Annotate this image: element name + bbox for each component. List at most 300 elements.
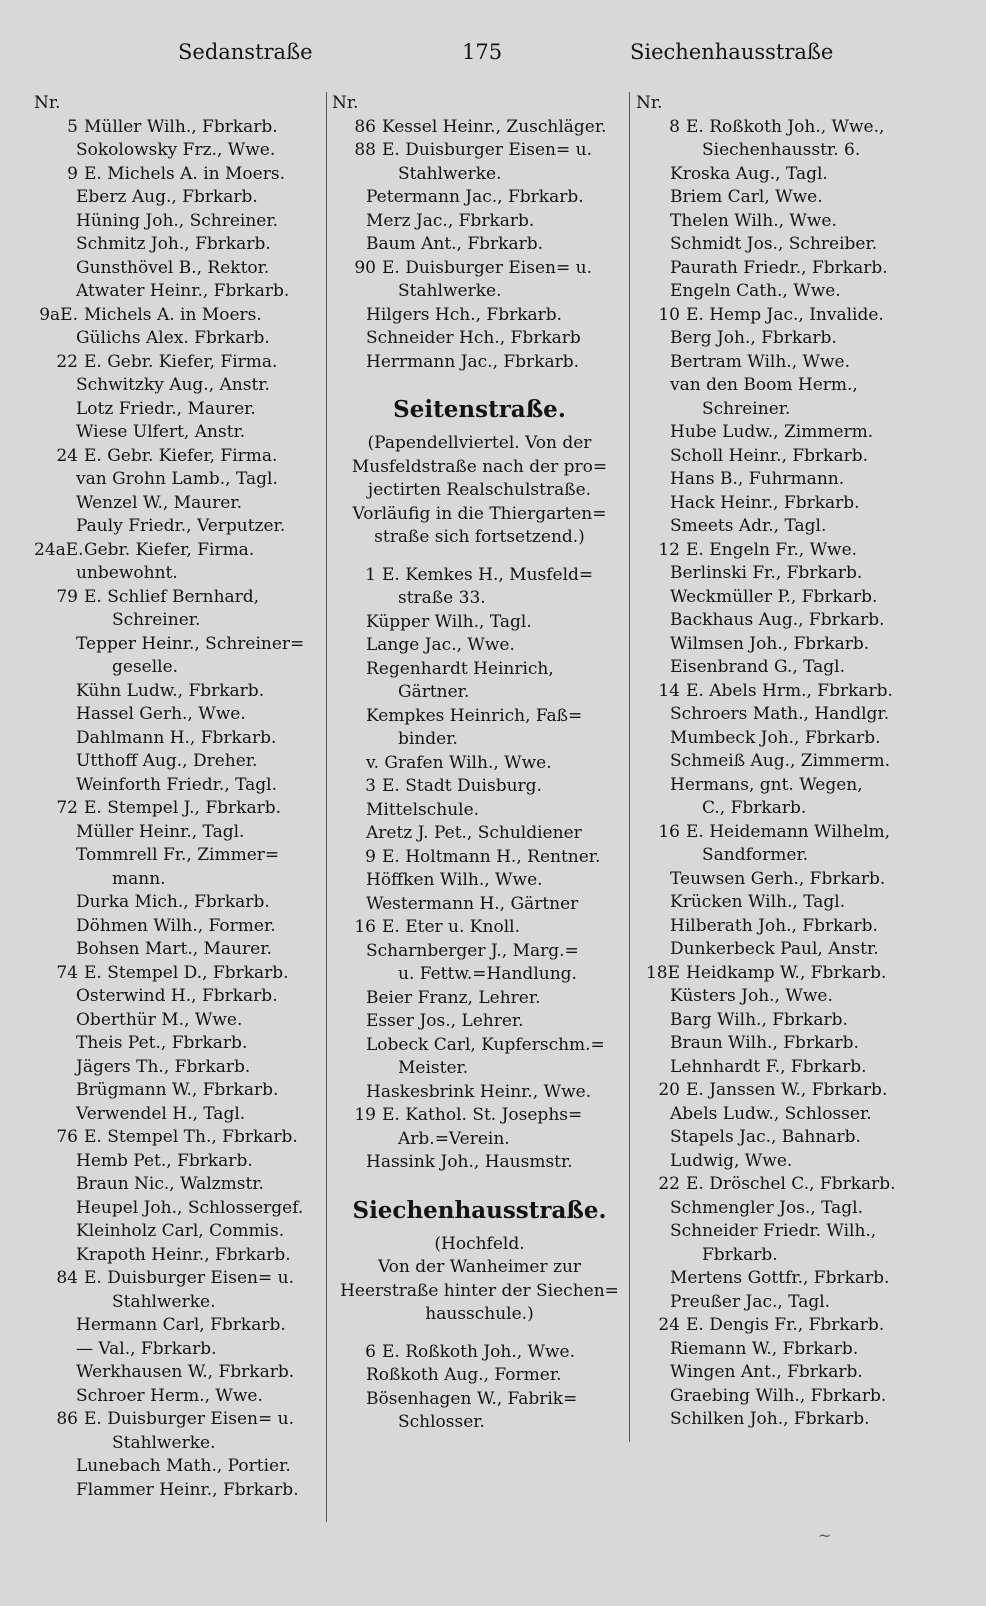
resident-entry: Hack Heinr., Fbrkarb. xyxy=(670,492,860,513)
column-3-entries xyxy=(636,116,936,1432)
list-item xyxy=(34,163,324,187)
list-item xyxy=(332,893,627,917)
list-item xyxy=(34,1079,324,1103)
list-item xyxy=(636,656,936,680)
resident-entry: Braun Wilh., Fbrkarb. xyxy=(670,1033,859,1053)
resident-entry: E. Holtmann H., Rentner. xyxy=(382,846,601,867)
list-item xyxy=(636,586,936,610)
list-item xyxy=(34,139,324,163)
nr-heading: Nr. xyxy=(332,93,359,113)
list-item xyxy=(636,797,936,821)
resident-entry: Schneider Hch., Fbrkarb xyxy=(366,328,581,348)
list-item xyxy=(636,1408,936,1432)
resident-entry: E. Michels A. in Moers. xyxy=(84,163,285,184)
list-item xyxy=(332,257,627,281)
list-item xyxy=(34,821,324,845)
list-item xyxy=(636,233,936,257)
list-item xyxy=(332,634,627,658)
list-item xyxy=(332,1151,627,1175)
resident-entry: Atwater Heinr., Fbrkarb. xyxy=(76,281,290,301)
resident-entry: Bertram Wilh., Wwe. xyxy=(670,351,850,372)
resident-entry: Westermann H., Gärtner xyxy=(366,893,579,914)
resident-entry: Paurath Friedr., Fbrkarb. xyxy=(670,257,888,278)
resident-entry: Müller Wilh., Fbrkarb. xyxy=(84,116,278,137)
resident-entry: Küsters Joh., Wwe. xyxy=(670,986,833,1006)
list-item xyxy=(34,774,324,798)
house-number: 79 xyxy=(56,586,78,607)
list-item xyxy=(34,1408,324,1432)
resident-entry: Flammer Heinr., Fbrkarb. xyxy=(76,1479,299,1500)
house-number: 24 xyxy=(658,1315,680,1335)
resident-entry: E. Kathol. St. Josephs= xyxy=(382,1105,583,1125)
list-item xyxy=(34,421,324,445)
list-item xyxy=(636,821,936,845)
resident-entry: Riemann W., Fbrkarb. xyxy=(670,1338,859,1359)
section-description xyxy=(332,1233,627,1327)
resident-entry: Ludwig, Wwe. xyxy=(670,1150,793,1171)
resident-entry: Kempkes Heinrich, Faß= xyxy=(366,705,583,726)
column-1 xyxy=(34,92,324,1502)
section-description-line: Von der Wanheimer zur xyxy=(377,1257,582,1277)
resident-entry: Stahlwerke. xyxy=(398,163,502,184)
resident-entry: Schroers Math., Handlgr. xyxy=(670,704,890,724)
list-item xyxy=(636,1126,936,1150)
resident-entry: mann. xyxy=(112,868,166,889)
list-item xyxy=(332,681,627,705)
resident-entry: Schmitz Joh., Fbrkarb. xyxy=(76,234,271,254)
house-number: 24aE. xyxy=(34,539,84,560)
section-description-line: (Papendellviertel. Von der xyxy=(367,433,592,453)
resident-entry: Roßkoth Aug., Former. xyxy=(366,1365,562,1385)
list-item xyxy=(34,280,324,304)
list-item xyxy=(332,304,627,328)
house-number: 86 xyxy=(354,116,376,137)
list-item xyxy=(636,1291,936,1315)
resident-entry: Osterwind H., Fbrkarb. xyxy=(76,986,278,1006)
resident-entry: Stahlwerke. xyxy=(112,1291,216,1312)
resident-entry: E. Abels Hrm., Fbrkarb. xyxy=(686,680,893,701)
list-item xyxy=(34,1197,324,1221)
header-left-street: Sedanstraße xyxy=(178,40,313,64)
resident-entry: Mertens Gottfr., Fbrkarb. xyxy=(670,1268,890,1288)
resident-entry: E. Hemp Jac., Invalide. xyxy=(686,304,884,325)
resident-entry: Wenzel W., Maurer. xyxy=(76,492,243,513)
resident-entry: E. Schlief Bernhard, xyxy=(84,586,260,607)
house-number: 74 xyxy=(56,962,78,983)
list-item xyxy=(636,1032,936,1056)
resident-entry: Jägers Th., Fbrkarb. xyxy=(76,1056,251,1077)
list-item xyxy=(636,1338,936,1362)
list-item xyxy=(636,139,936,163)
section-entries xyxy=(332,1341,627,1435)
list-item xyxy=(636,327,936,351)
resident-entry: Schilken Joh., Fbrkarb. xyxy=(670,1409,870,1429)
resident-entry: Hermann Carl, Fbrkarb. xyxy=(76,1315,286,1335)
list-item xyxy=(332,1388,627,1412)
list-item xyxy=(636,257,936,281)
house-number: 12 xyxy=(658,539,680,560)
resident-entry: Petermann Jac., Fbrkarb. xyxy=(366,187,584,207)
resident-entry: C., Fbrkarb. xyxy=(702,798,807,818)
section-description-line: hausschule.) xyxy=(425,1304,534,1324)
list-item xyxy=(34,1244,324,1268)
list-item xyxy=(34,492,324,516)
column-2 xyxy=(332,92,627,1435)
resident-entry: Sokolowsky Frz., Wwe. xyxy=(76,140,276,160)
list-item xyxy=(34,750,324,774)
resident-entry: Lobeck Carl, Kupferschm.= xyxy=(366,1034,605,1055)
list-item xyxy=(636,985,936,1009)
section-description-line: Vorläufig in die Thiergarten= xyxy=(352,503,607,524)
list-item xyxy=(636,1314,936,1338)
list-item xyxy=(332,564,627,588)
resident-entry: Kühn Ludw., Fbrkarb. xyxy=(76,680,265,701)
house-number: 76 xyxy=(56,1127,78,1147)
house-number: 16 xyxy=(658,821,680,842)
list-item xyxy=(34,210,324,234)
resident-entry: Schmidt Jos., Schreiber. xyxy=(670,234,878,254)
list-item xyxy=(636,750,936,774)
list-item xyxy=(34,586,324,610)
page-header xyxy=(0,40,986,76)
list-item xyxy=(636,398,936,422)
section-description-line: Heerstraße hinter der Siechen= xyxy=(340,1280,619,1301)
house-number: 1 xyxy=(365,564,376,585)
resident-entry: geselle. xyxy=(112,657,179,677)
list-item xyxy=(332,1034,627,1058)
list-item xyxy=(34,656,324,680)
resident-entry: Weinforth Friedr., Tagl. xyxy=(76,774,278,795)
section-description xyxy=(332,432,627,550)
resident-entry: Weckmüller P., Fbrkarb. xyxy=(670,586,878,607)
nr-heading: Nr. xyxy=(34,93,61,113)
resident-entry: Schlosser. xyxy=(398,1412,485,1432)
house-number: 84 xyxy=(56,1268,78,1288)
list-item xyxy=(636,374,936,398)
list-item xyxy=(332,705,627,729)
list-item xyxy=(332,327,627,351)
resident-entry: Berg Joh., Fbrkarb. xyxy=(670,328,837,348)
resident-entry: Fbrkarb. xyxy=(702,1244,778,1265)
resident-entry: Lunebach Math., Portier. xyxy=(76,1456,291,1476)
list-item xyxy=(332,351,627,375)
resident-entry: E. Heidemann Wilhelm, xyxy=(686,821,891,842)
resident-entry: Berlinski Fr., Fbrkarb. xyxy=(670,563,863,583)
list-item xyxy=(34,962,324,986)
house-number: 24 xyxy=(56,445,78,466)
list-item xyxy=(34,1385,324,1409)
resident-entry: Kleinholz Carl, Commis. xyxy=(76,1221,285,1241)
house-number: 72 xyxy=(56,798,78,818)
section-title-seitenstrasse: Seitenstraße. xyxy=(393,396,566,423)
house-number: 3 xyxy=(365,776,376,796)
resident-entry: Wilmsen Joh., Fbrkarb. xyxy=(670,633,870,654)
resident-entry: Müller Heinr., Tagl. xyxy=(76,821,245,842)
list-item xyxy=(34,257,324,281)
resident-entry: Stapels Jac., Bahnarb. xyxy=(670,1127,861,1147)
resident-entry: Wiese Ulfert, Anstr. xyxy=(76,422,246,442)
column-1-entries xyxy=(34,116,324,1503)
list-item xyxy=(332,1057,627,1081)
resident-entry: Krücken Wilh., Tagl. xyxy=(670,892,846,912)
list-item xyxy=(636,539,936,563)
list-item xyxy=(34,1479,324,1503)
resident-entry: — Val., Fbrkarb. xyxy=(76,1338,217,1359)
list-item xyxy=(332,1364,627,1388)
resident-entry: Merz Jac., Fbrkarb. xyxy=(366,210,535,231)
list-item xyxy=(636,351,936,375)
list-item xyxy=(636,1385,936,1409)
resident-entry: v. Grafen Wilh., Wwe. xyxy=(366,752,552,773)
list-item xyxy=(636,280,936,304)
list-item xyxy=(332,587,627,611)
resident-entry: E. Dröschel C., Fbrkarb. xyxy=(686,1174,896,1194)
list-item xyxy=(34,985,324,1009)
resident-entry: Esser Jos., Lehrer. xyxy=(366,1011,524,1031)
resident-entry: E. Gebr. Kiefer, Firma. xyxy=(84,351,278,372)
resident-entry: E. Janssen W., Fbrkarb. xyxy=(686,1080,888,1100)
list-item xyxy=(636,421,936,445)
resident-entry: unbewohnt. xyxy=(76,563,178,583)
resident-entry: Hassel Gerh., Wwe. xyxy=(76,704,246,724)
list-item xyxy=(636,868,936,892)
list-item xyxy=(636,774,936,798)
house-number: 20 xyxy=(658,1080,680,1100)
list-item xyxy=(636,1197,936,1221)
resident-entry: Hube Ludw., Zimmerm. xyxy=(670,422,874,442)
column-2-entries xyxy=(332,116,627,375)
list-item xyxy=(332,846,627,870)
resident-entry: Regenhardt Heinrich, xyxy=(366,658,554,679)
resident-entry: Smeets Adr., Tagl. xyxy=(670,516,827,536)
resident-entry: Utthoff Aug., Dreher. xyxy=(76,751,258,771)
list-item xyxy=(34,1103,324,1127)
resident-entry: Döhmen Wilh., Former. xyxy=(76,915,276,936)
list-item xyxy=(636,515,936,539)
list-item xyxy=(34,1126,324,1150)
column-divider-left xyxy=(326,92,327,1522)
list-item xyxy=(332,210,627,234)
resident-entry: Siechenhausstr. 6. xyxy=(702,140,861,160)
resident-entry: E. Dengis Fr., Fbrkarb. xyxy=(686,1315,885,1335)
house-number: 5 xyxy=(67,116,78,137)
list-item xyxy=(332,163,627,187)
list-item xyxy=(636,186,936,210)
list-item xyxy=(636,1079,936,1103)
section-entries xyxy=(332,564,627,1175)
resident-entry: van den Boom Herm., xyxy=(670,375,858,395)
list-item xyxy=(34,609,324,633)
resident-entry: Abels Ludw., Schlosser. xyxy=(670,1103,872,1124)
resident-entry: E. Duisburger Eisen= u. xyxy=(382,140,592,160)
resident-entry: E. Kemkes H., Musfeld= xyxy=(382,564,594,585)
resident-entry: Kroska Aug., Tagl. xyxy=(670,163,828,184)
list-item xyxy=(332,611,627,635)
resident-entry: Brügmann W., Fbrkarb. xyxy=(76,1080,279,1100)
list-item xyxy=(636,1220,936,1244)
resident-entry: E. Engeln Fr., Wwe. xyxy=(686,539,858,560)
list-item xyxy=(636,468,936,492)
list-item xyxy=(34,915,324,939)
list-item xyxy=(332,1081,627,1105)
list-item xyxy=(34,727,324,751)
list-item xyxy=(34,680,324,704)
list-item xyxy=(34,1220,324,1244)
list-item xyxy=(34,515,324,539)
resident-entry: van Grohn Lamb., Tagl. xyxy=(76,469,278,489)
resident-entry: Baum Ant., Fbrkarb. xyxy=(366,234,544,254)
house-number: 86 xyxy=(56,1409,78,1429)
list-item xyxy=(332,116,627,140)
list-item xyxy=(34,1432,324,1456)
list-item xyxy=(636,609,936,633)
house-number: 22 xyxy=(658,1174,680,1194)
resident-entry: Gülichs Alex. Fbrkarb. xyxy=(76,328,270,348)
house-number: 19 xyxy=(354,1105,376,1125)
resident-entry: Barg Wilh., Fbrkarb. xyxy=(670,1009,848,1030)
resident-entry: Schreiner. xyxy=(702,398,791,419)
list-item xyxy=(34,891,324,915)
list-item xyxy=(34,116,324,140)
resident-entry: Gunsthövel B., Rektor. xyxy=(76,257,270,278)
resident-entry: Oberthür M., Wwe. xyxy=(76,1009,243,1030)
list-item xyxy=(34,374,324,398)
list-item xyxy=(636,891,936,915)
resident-entry: Schneider Friedr. Wilh., xyxy=(670,1221,877,1241)
resident-entry: Werkhausen W., Fbrkarb. xyxy=(76,1362,295,1382)
list-item xyxy=(34,797,324,821)
resident-entry: Aretz J. Pet., Schuldiener xyxy=(366,823,582,843)
resident-entry: Schmengler Jos., Tagl. xyxy=(670,1197,864,1218)
resident-entry: Schwitzky Aug., Anstr. xyxy=(76,375,270,395)
list-item xyxy=(332,1010,627,1034)
page-number: 175 xyxy=(462,40,503,64)
list-item xyxy=(636,1244,936,1268)
list-item xyxy=(34,539,324,563)
list-item xyxy=(636,1103,936,1127)
list-item xyxy=(34,186,324,210)
house-number: 9aE. xyxy=(39,304,78,325)
list-item xyxy=(34,844,324,868)
list-item xyxy=(332,728,627,752)
resident-entry: Krapoth Heinr., Fbrkarb. xyxy=(76,1244,291,1265)
resident-entry: Thelen Wilh., Wwe. xyxy=(670,210,837,231)
resident-entry: Kessel Heinr., Zuschläger. xyxy=(382,116,607,137)
list-item xyxy=(332,775,627,799)
section-description-line: Musfeldstraße nach der pro= xyxy=(351,456,608,477)
resident-entry: Lehnhardt F., Fbrkarb. xyxy=(670,1056,867,1077)
resident-entry: E. Stadt Duisburg. xyxy=(382,776,542,796)
list-item xyxy=(332,233,627,257)
section-title-siechenhausstrasse: Siechenhausstraße. xyxy=(352,1196,607,1224)
resident-entry: Haskesbrink Heinr., Wwe. xyxy=(366,1081,592,1102)
resident-entry: Theis Pet., Fbrkarb. xyxy=(76,1033,248,1053)
list-item xyxy=(636,703,936,727)
resident-entry: Verwendel H., Tagl. xyxy=(76,1103,246,1124)
resident-entry: E. Roßkoth Joh., Wwe. xyxy=(382,1341,576,1362)
section-description-line: straße sich fortsetzend.) xyxy=(374,527,585,547)
resident-entry: Schmeiß Aug., Zimmerm. xyxy=(670,751,891,771)
resident-entry: Küpper Wilh., Tagl. xyxy=(366,611,532,632)
list-item xyxy=(332,280,627,304)
nr-heading: Nr. xyxy=(636,93,663,113)
list-item xyxy=(636,633,936,657)
header-right-street: Siechenhausstraße xyxy=(630,40,834,64)
list-item xyxy=(34,327,324,351)
list-item xyxy=(332,752,627,776)
resident-entry: Michels A. in Moers. xyxy=(84,304,262,325)
resident-entry: Höffken Wilh., Wwe. xyxy=(366,870,543,890)
resident-entry: Graebing Wilh., Fbrkarb. xyxy=(670,1385,887,1406)
resident-entry: Tepper Heinr., Schreiner= xyxy=(76,633,305,654)
list-item xyxy=(636,844,936,868)
resident-entry: Engeln Cath., Wwe. xyxy=(670,281,841,301)
resident-entry: Eisenbrand G., Tagl. xyxy=(670,657,846,677)
house-number: 16 xyxy=(354,917,376,937)
resident-entry: Mittelschule. xyxy=(366,799,480,820)
list-item xyxy=(34,633,324,657)
resident-entry: Beier Franz, Lehrer. xyxy=(366,987,541,1008)
list-item xyxy=(332,1341,627,1365)
resident-entry: Durka Mich., Fbrkarb. xyxy=(76,892,270,912)
list-item xyxy=(636,962,936,986)
house-number: 6 xyxy=(365,1341,376,1362)
resident-entry: Scharnberger J., Marg.= xyxy=(366,940,579,961)
list-item xyxy=(34,1338,324,1362)
list-item xyxy=(34,398,324,422)
house-number: 90 xyxy=(354,257,376,278)
resident-entry: Sandformer. xyxy=(702,845,809,865)
list-item xyxy=(332,799,627,823)
resident-entry: Hassink Joh., Hausmstr. xyxy=(366,1152,573,1172)
resident-entry: Bösenhagen W., Fabrik= xyxy=(366,1388,578,1409)
resident-entry: Scholl Heinr., Fbrkarb. xyxy=(670,445,869,466)
resident-entry: Mumbeck Joh., Fbrkarb. xyxy=(670,727,881,748)
list-item xyxy=(34,1032,324,1056)
resident-entry: Heupel Joh., Schlossergef. xyxy=(76,1197,304,1218)
resident-entry: E. Roßkoth Joh., Wwe., xyxy=(686,116,885,137)
resident-entry: Hermans, gnt. Wegen, xyxy=(670,774,863,795)
column-3 xyxy=(636,92,936,1432)
list-item xyxy=(34,938,324,962)
list-item xyxy=(332,822,627,846)
resident-entry: Gärtner. xyxy=(398,682,470,702)
resident-entry: Lotz Friedr., Maurer. xyxy=(76,398,256,419)
list-item xyxy=(34,233,324,257)
list-item xyxy=(636,1361,936,1385)
house-number: 14 xyxy=(658,680,680,701)
resident-entry: straße 33. xyxy=(398,588,486,608)
resident-entry: Braun Nic., Walzmstr. xyxy=(76,1174,264,1194)
list-item xyxy=(34,1361,324,1385)
resident-entry: binder. xyxy=(398,729,458,749)
list-item xyxy=(332,987,627,1011)
section-description-line: (Hochfeld. xyxy=(434,1233,525,1254)
resident-entry: Pauly Friedr., Verputzer. xyxy=(76,516,286,536)
resident-entry: E. Gebr. Kiefer, Firma. xyxy=(84,445,278,466)
resident-entry: Wingen Ant., Fbrkarb. xyxy=(670,1362,863,1382)
resident-entry: Gebr. Kiefer, Firma. xyxy=(84,539,255,560)
resident-entry: Heidkamp W., Fbrkarb. xyxy=(686,962,887,983)
list-item xyxy=(636,938,936,962)
resident-entry: Preußer Jac., Tagl. xyxy=(670,1291,831,1312)
list-item xyxy=(636,1173,936,1197)
list-item xyxy=(636,492,936,516)
list-item xyxy=(332,139,627,163)
list-item xyxy=(636,680,936,704)
list-item xyxy=(636,1267,936,1291)
list-item xyxy=(34,1291,324,1315)
